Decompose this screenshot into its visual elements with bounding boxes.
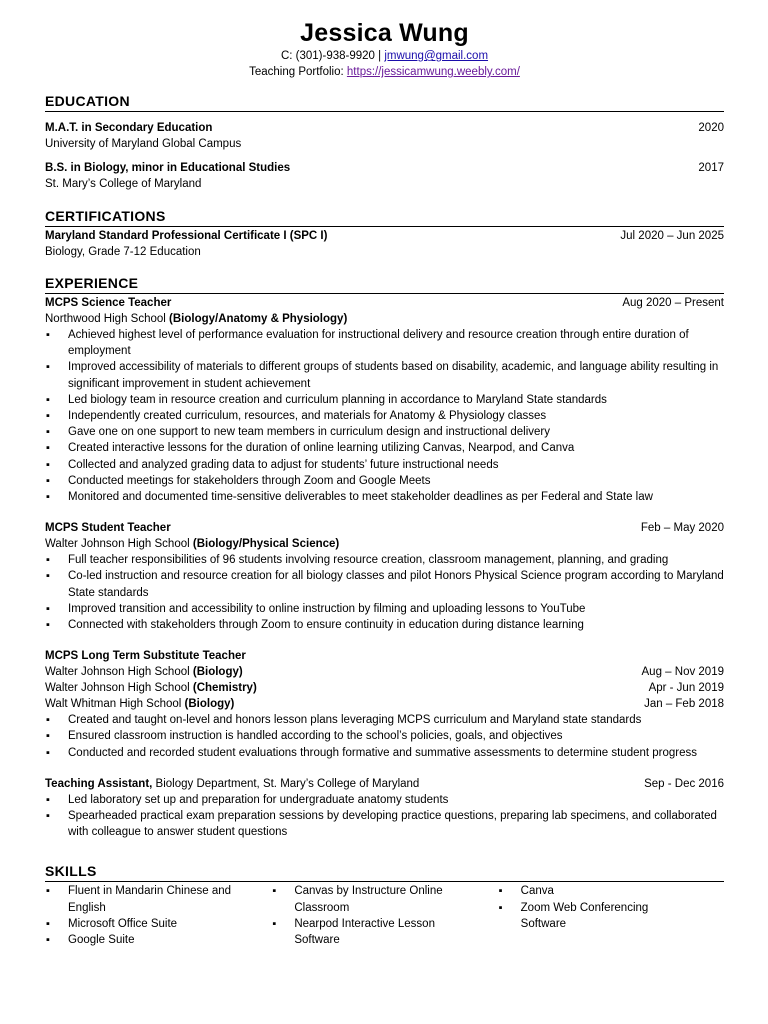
job-bullets — [45, 552, 724, 633]
job-header: Teaching Assistant, Biology Department, St. Mary’s College of Maryland Sep - Dec 2016 — [45, 777, 724, 790]
education-section — [45, 92, 724, 192]
list-item: ▪ Conducted meetings for stakeholders through Zoom and Google Meets — [45, 473, 724, 489]
phone-text: C: (301)-938-9920 | — [280, 50, 385, 62]
job-title: Teaching Assistant, — [45, 777, 153, 790]
school: University of Maryland Global Campus — [45, 138, 242, 150]
certifications-heading: CERTIFICATIONS — [45, 207, 724, 227]
experience-section — [45, 274, 724, 840]
list-item: ▪ Full teacher responsibilities of 96 students involving resource creation, classroom management, planning, and grading — [45, 552, 724, 568]
year: 2020 — [698, 122, 724, 134]
job-dates: Feb – May 2020 — [640, 522, 724, 535]
certification-entry — [45, 228, 724, 244]
list-item: ▪ Achieved highest level of performance evaluation for instructional delivery and resource creation through entire duration of employment — [45, 327, 724, 359]
list-item: ▪ Created interactive lessons for the duration of online learning utilizing Canvas, Nearpod, and Canva — [45, 440, 724, 456]
placement-row: Walter Johnson High School (Biology) Aug – Nov 2019 — [45, 666, 724, 679]
list-item: ▪ Gave one on one support to new team members in curriculum design and instructional delivery — [45, 424, 724, 440]
contact-line — [45, 48, 724, 64]
experience-heading: EXPERIENCE — [45, 274, 724, 294]
skills-heading: SKILLS — [45, 862, 724, 882]
portfolio-line — [45, 64, 724, 80]
list-item: ▪ Google Suite — [45, 932, 271, 948]
job-title: MCPS Long Term Substitute Teacher — [45, 650, 246, 663]
job-title: MCPS Student Teacher — [45, 522, 171, 535]
education-heading: EDUCATION — [45, 92, 724, 112]
portfolio-label: Teaching Portfolio: — [249, 66, 347, 78]
certifications-section — [45, 207, 724, 260]
list-item: ▪ Improved accessibility of materials to different groups of students based on disability, academic, and language ability resulting in significant improvement in student achievement — [45, 359, 724, 391]
list-item: ▪ Nearpod Interactive Lesson Software — [271, 916, 497, 948]
degree: B.S. in Biology, minor in Educational Studies — [45, 162, 291, 174]
list-item: ▪ Independently created curriculum, resources, and materials for Anatomy & Physiology classes — [45, 408, 724, 424]
certificate-detail: Biology, Grade 7-12 Education — [45, 246, 201, 258]
list-item: ▪ Co-led instruction and resource creation for all biology classes and pilot Honors Physical Science program according to Maryland State standards — [45, 568, 724, 600]
list-item: ▪ Led laboratory set up and preparation for undergraduate anatomy students — [45, 792, 724, 808]
certificate-name: Maryland Standard Professional Certificate I (SPC I) — [45, 230, 328, 242]
job-school: Walter Johnson High School (Biology/Physical Science) — [45, 538, 340, 551]
email-link[interactable]: jmwung@gmail.com — [384, 50, 489, 62]
job-title: MCPS Science Teacher — [45, 297, 172, 309]
list-item: ▪ Led biology team in resource creation and curriculum planning in accordance to Maryland State standards — [45, 392, 724, 408]
list-item: ▪ Spearheaded practical exam preparation sessions by developing practice questions, preparing lab specimens, and collaborated with colleague to answer student questions — [45, 808, 724, 840]
certificate-dates: Jul 2020 – Jun 2025 — [620, 230, 724, 242]
list-item: ▪ Conducted and recorded student evaluations through formative and summative assessments to determine student progress — [45, 745, 724, 761]
job-header — [45, 295, 724, 311]
skills-columns — [45, 883, 724, 948]
job-dates: Aug 2020 – Present — [622, 297, 724, 309]
list-item: ▪ Fluent in Mandarin Chinese and English — [45, 883, 271, 915]
list-item: ▪ Canva — [498, 883, 724, 899]
portfolio-link[interactable]: https://jessicamwung.weebly.com/ — [346, 66, 520, 78]
list-item: ▪ Canvas by Instructure Online Classroom — [271, 883, 497, 915]
job-header — [45, 520, 724, 536]
list-item: ▪ Ensured classroom instruction is handled according to the school’s policies, goals, and objectives — [45, 728, 724, 744]
list-item: ▪ Monitored and documented time-sensitive deliverables to meet stakeholder deadlines as per Federal and State law — [45, 489, 724, 505]
list-item: ▪ Created and taught on-level and honors lesson plans leveraging MCPS curriculum and Maryland state standards — [45, 712, 724, 728]
placement-row: Walt Whitman High School (Biology) Jan – Feb 2018 — [45, 698, 724, 711]
skills-column — [271, 883, 497, 948]
job-bullets — [45, 792, 724, 841]
list-item: ▪ Microsoft Office Suite — [45, 916, 271, 932]
year: 2017 — [698, 162, 724, 174]
list-item: ▪ Zoom Web Conferencing Software — [498, 900, 724, 932]
candidate-name: Jessica Wung — [300, 19, 469, 47]
placement-row: Walter Johnson High School (Chemistry) Apr - Jun 2019 — [45, 682, 724, 695]
education-entry — [45, 160, 724, 176]
skills-column — [498, 883, 724, 948]
education-entry — [45, 120, 724, 136]
list-item: ▪ Collected and analyzed grading data to adjust for students’ future instructional needs — [45, 457, 724, 473]
list-item: ▪ Improved transition and accessibility to online instruction by filming and uploading lessons to YouTube — [45, 601, 724, 617]
skills-section — [45, 862, 724, 948]
job-school: Northwood High School (Biology/Anatomy & Physiology) — [45, 313, 348, 325]
skills-column — [45, 883, 271, 948]
job-bullets — [45, 327, 724, 505]
job-bullets — [45, 712, 724, 761]
job-dates: Sep - Dec 2016 — [644, 777, 724, 790]
list-item: ▪ Connected with stakeholders through Zoom to ensure continuity in education during distance learning — [45, 617, 724, 633]
school: St. Mary’s College of Maryland — [45, 178, 202, 190]
degree: M.A.T. in Secondary Education — [45, 122, 213, 134]
